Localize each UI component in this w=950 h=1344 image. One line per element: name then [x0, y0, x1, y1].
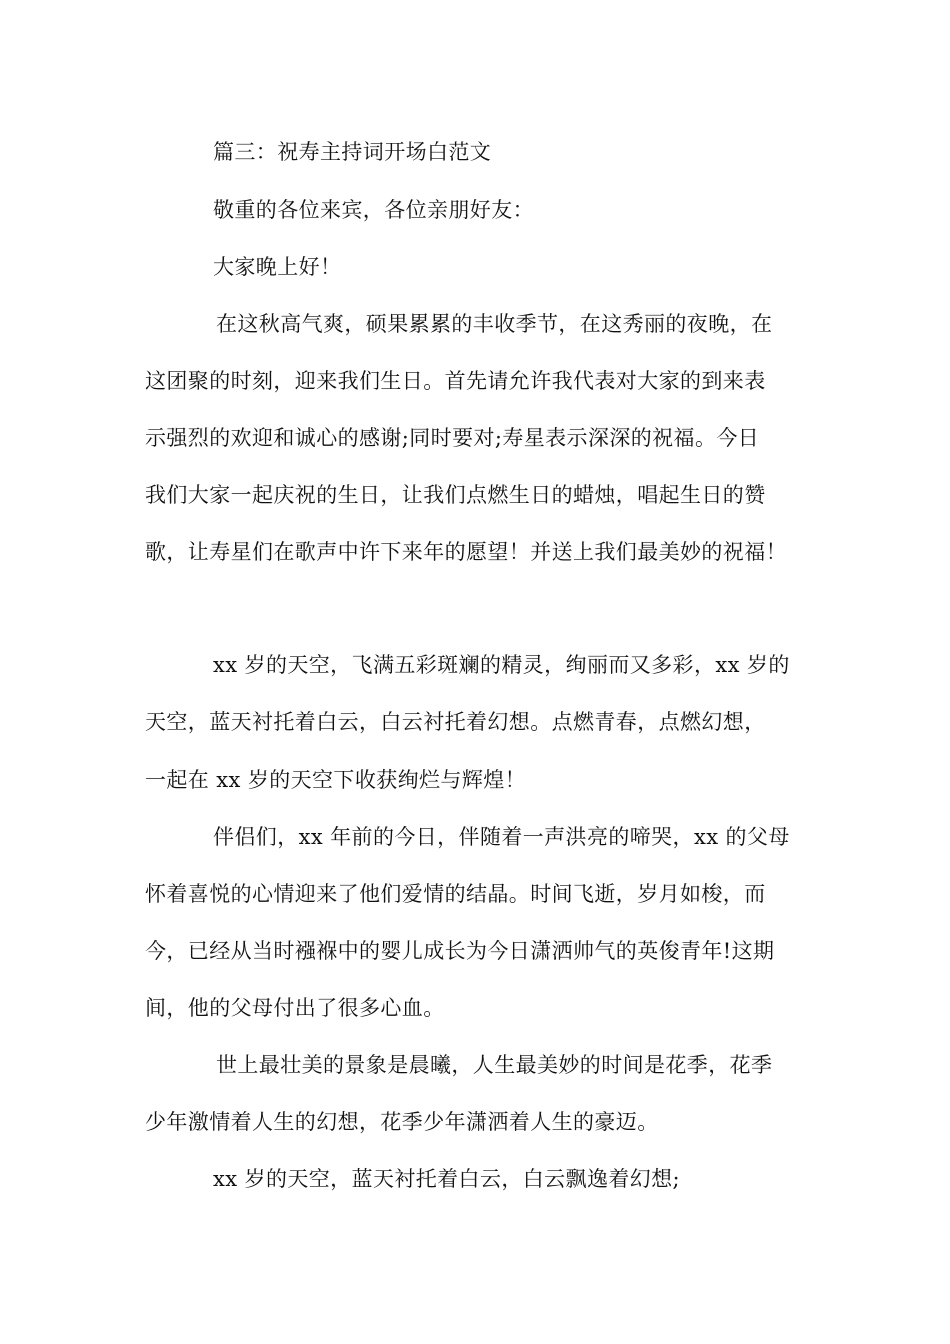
paragraph-line: 天空，蓝天衬托着白云，白云衬托着幻想。点燃青春，点燃幻想，: [145, 710, 766, 734]
section-title: 篇三：祝寿主持词开场白范文: [213, 140, 492, 164]
paragraph-line: xx 岁的天空，蓝天衬托着白云，白云飘逸着幻想;: [213, 1167, 681, 1191]
paragraph-line: 少年激情着人生的幻想，花季少年潇洒着人生的豪迈。: [145, 1110, 659, 1134]
paragraph-line: 一起在 xx 岁的天空下收获绚烂与辉煌！: [145, 768, 527, 792]
paragraph-line: 世上最壮美的景象是晨曦，人生最美妙的时间是花季，花季: [216, 1053, 773, 1077]
paragraph-line: 间，他的父母付出了很多心血。: [145, 996, 445, 1020]
paragraph-line: 歌，让寿星们在歌声中许下来年的愿望！并送上我们最美妙的祝福！: [145, 540, 787, 564]
salutation-line: 敬重的各位来宾，各位亲朋好友：: [213, 198, 534, 222]
paragraph-line: 示强烈的欢迎和诚心的感谢;同时要对;寿星表示深深的祝福。今日: [145, 426, 760, 450]
paragraph-line: 这团聚的时刻，迎来我们生日。首先请允许我代表对大家的到来表: [145, 369, 766, 393]
greeting-line: 大家晚上好！: [213, 255, 342, 279]
paragraph-line: 伴侣们，xx 年前的今日，伴随着一声洪亮的啼哭，xx 的父母: [213, 825, 790, 849]
paragraph-line: xx 岁的天空，飞满五彩斑斓的精灵，绚丽而又多彩，xx 岁的: [213, 653, 790, 677]
paragraph-line: 今，已经从当时襁褓中的婴儿成长为今日潇洒帅气的英俊青年!这期: [145, 939, 775, 963]
paragraph-line: 我们大家一起庆祝的生日，让我们点燃生日的蜡烛，唱起生日的赞: [145, 483, 766, 507]
paragraph-line: 在这秋高气爽，硕果累累的丰收季节，在这秀丽的夜晚，在: [216, 312, 773, 336]
paragraph-line: 怀着喜悦的心情迎来了他们爱情的结晶。时间飞逝，岁月如梭，而: [145, 882, 766, 906]
